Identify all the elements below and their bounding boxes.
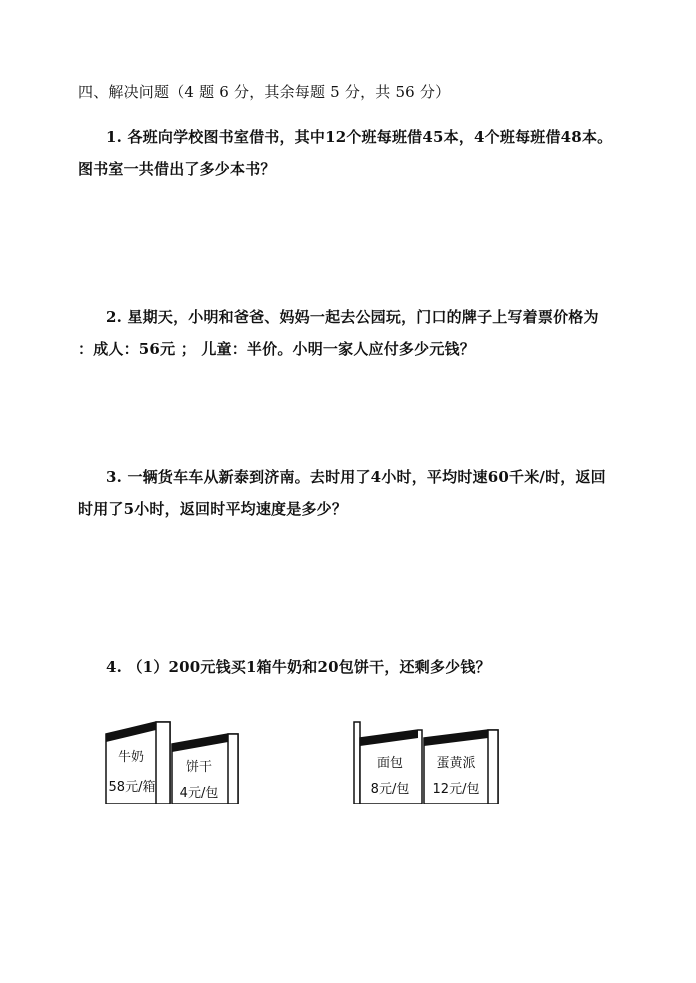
question-2-line-2: ：成人：56元 ； 儿童：半价。小明一家人应付多少元钱？ [78, 340, 475, 358]
sign-milk-price: 58元/箱 [108, 780, 156, 795]
sign-biscuit-name: 饼干 [185, 760, 212, 775]
question-4-line-1: 4. （1）200元钱买1箱牛奶和20包饼干，还剩多少钱？ [106, 658, 491, 676]
price-sign-group-right [352, 716, 502, 804]
sign-biscuit-price: 4元/包 [179, 786, 219, 801]
section-heading: 四、解决问题（4 题 6 分，其余每题 5 分，共 56 分） [78, 83, 451, 101]
sign-bread-name: 面包 [376, 756, 403, 771]
question-2-line-1: 2. 星期天，小明和爸爸、妈妈一起去公园玩，门口的牌子上写着票价格为 [106, 308, 599, 326]
question-3-line-2: 时用了5小时，返回时平均速度是多少？ [78, 500, 348, 518]
sign-milk-name: 牛奶 [117, 750, 144, 765]
sign-eggpie-name: 蛋黄派 [436, 756, 476, 771]
question-3-line-1: 3. 一辆货车车从新泰到济南。去时用了4小时，平均时速60千米/时，返回 [106, 468, 606, 486]
question-1-line-1: 1. 各班向学校图书室借书，其中12个班每班借45本，4个班每班借48本。 [106, 128, 613, 146]
price-sign-group-left [104, 716, 244, 804]
question-1-line-2: 图书室一共借出了多少本书？ [78, 160, 276, 178]
sign-bread-price: 8元/包 [370, 782, 410, 797]
sign-eggpie-price: 12元/包 [432, 782, 480, 797]
